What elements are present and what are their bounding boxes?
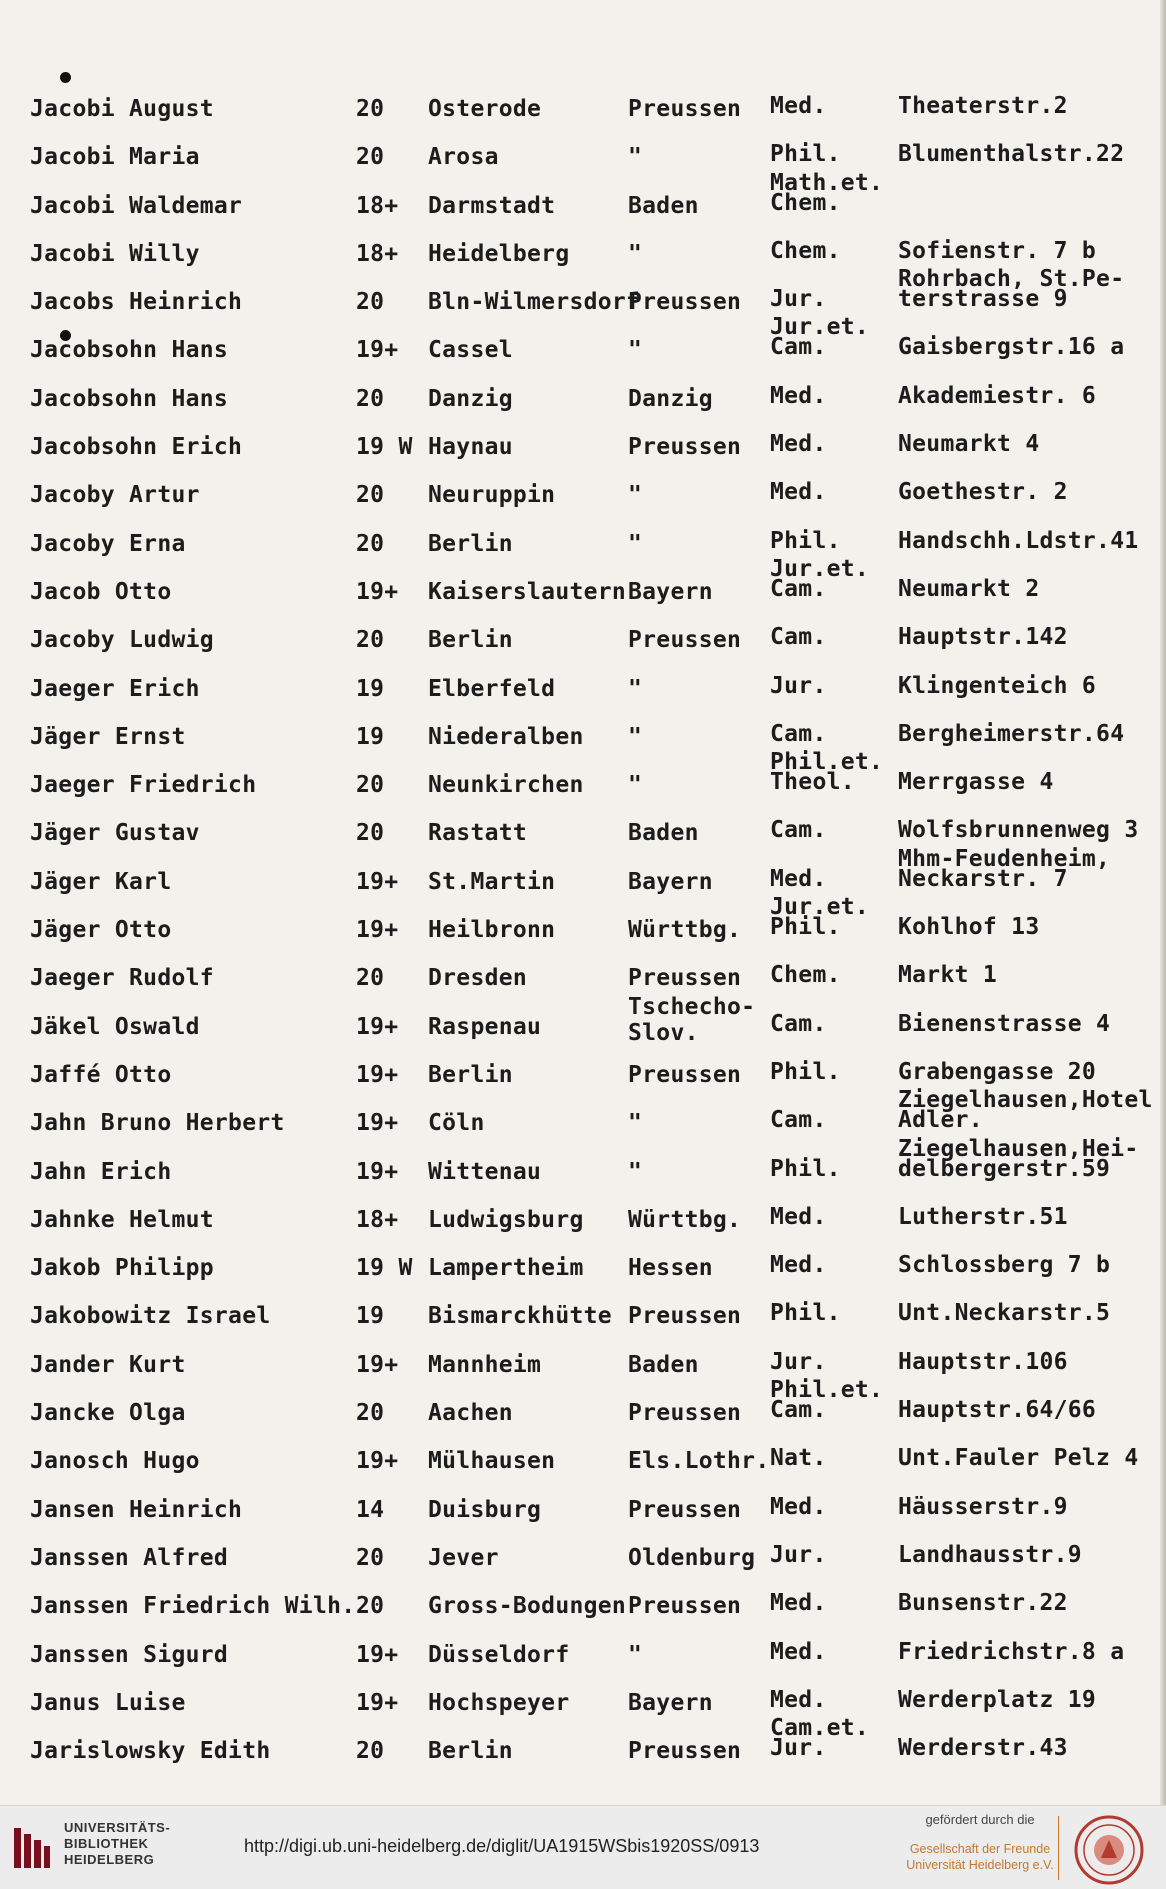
entry-age: 19+ bbox=[356, 1061, 399, 1088]
entry-name: Jacobi Maria bbox=[30, 144, 200, 171]
entry-state: Württbg. bbox=[628, 1206, 742, 1233]
roster-row bbox=[0, 1585, 1166, 1633]
entry-subject: Cam.et. Jur. bbox=[770, 1715, 870, 1762]
entry-state: " bbox=[628, 482, 643, 509]
entry-address: Bergheimerstr.64 bbox=[898, 720, 1125, 747]
entry-name: Jaeger Friedrich bbox=[30, 772, 257, 799]
entry-city: Bln-Wilmersdorf bbox=[428, 289, 641, 316]
entry-subject: Phil.et. Cam. bbox=[770, 1377, 884, 1424]
entry-state: " bbox=[628, 144, 643, 171]
entry-city: Berlin bbox=[428, 1738, 513, 1765]
roster-row bbox=[0, 474, 1166, 522]
entry-age: 19 bbox=[356, 1303, 385, 1330]
entry-state: Preussen bbox=[628, 1061, 742, 1088]
entry-address: Blumenthalstr.22 bbox=[898, 141, 1125, 168]
entry-age: 20 bbox=[356, 772, 385, 799]
roster-row bbox=[0, 1682, 1166, 1730]
roster-row bbox=[0, 1489, 1166, 1537]
entry-address: Merrgasse 4 bbox=[898, 769, 1054, 796]
entry-subject: Med. bbox=[770, 431, 827, 458]
sponsor-name: Gesellschaft der Freunde Universität Heidelberg e.V. bbox=[906, 1842, 1054, 1872]
entry-address: Schlossberg 7 b bbox=[898, 1252, 1111, 1279]
entry-name: Jacobs Heinrich bbox=[30, 289, 243, 316]
entry-address: Bunsenstr.22 bbox=[898, 1590, 1068, 1617]
entry-subject: Cam. bbox=[770, 624, 827, 651]
entry-name: Jaeger Erich bbox=[30, 675, 200, 702]
entry-name: Jaffé Otto bbox=[30, 1061, 172, 1088]
entry-address: Akademiestr. 6 bbox=[898, 382, 1097, 409]
entry-state: Baden bbox=[628, 820, 699, 847]
entry-age: 18+ bbox=[356, 192, 399, 219]
entry-age: 19+ bbox=[356, 917, 399, 944]
roster-row bbox=[0, 88, 1166, 136]
entry-city: Hochspeyer bbox=[428, 1689, 570, 1716]
entry-subject: Med. bbox=[770, 865, 827, 892]
entry-name: Jahn Erich bbox=[30, 1158, 172, 1185]
roster-row bbox=[0, 1295, 1166, 1343]
entry-subject: Jur.et. Cam. bbox=[770, 555, 870, 602]
footer-divider bbox=[1058, 1816, 1059, 1880]
roster-row bbox=[0, 136, 1166, 184]
entry-state: Hessen bbox=[628, 1255, 713, 1282]
entry-state: Tschecho- Slov. bbox=[628, 993, 756, 1046]
entry-subject: Cam. bbox=[770, 817, 827, 844]
entry-name: Jäger Gustav bbox=[30, 820, 200, 847]
entry-subject: Jur. bbox=[770, 1348, 827, 1375]
entry-address: Mhm-Feudenheim, Neckarstr. 7 bbox=[898, 845, 1111, 892]
sponsor-block bbox=[905, 1812, 1055, 1873]
roster-row bbox=[0, 426, 1166, 474]
entry-address: Landhausstr.9 bbox=[898, 1541, 1082, 1568]
entry-address: Werderplatz 19 bbox=[898, 1686, 1097, 1713]
roster-row bbox=[0, 1247, 1166, 1295]
entry-state: " bbox=[628, 1110, 643, 1137]
entry-age: 19+ bbox=[356, 337, 399, 364]
entry-address: Grabengasse 20 bbox=[898, 1058, 1097, 1085]
entry-city: Dresden bbox=[428, 965, 528, 992]
roster-row bbox=[0, 314, 1166, 377]
entry-age: 19+ bbox=[356, 1013, 399, 1040]
entry-age: 19+ bbox=[356, 1158, 399, 1185]
entry-name: Jäger Otto bbox=[30, 917, 172, 944]
entry-city: Wittenau bbox=[428, 1158, 542, 1185]
entry-address: Wolfsbrunnenweg 3 bbox=[898, 817, 1139, 844]
entry-address: Ziegelhausen,Hotel Adler. bbox=[898, 1087, 1153, 1134]
entry-subject: Med. bbox=[770, 479, 827, 506]
entry-state: " bbox=[628, 337, 643, 364]
entry-subject: Med. bbox=[770, 382, 827, 409]
entry-subject: Chem. bbox=[770, 237, 841, 264]
entry-age: 19 W bbox=[356, 1255, 413, 1282]
roster-row bbox=[0, 845, 1166, 909]
entry-city: Lampertheim bbox=[428, 1255, 584, 1282]
entry-state: " bbox=[628, 240, 643, 267]
entry-age: 19+ bbox=[356, 1351, 399, 1378]
entry-address: Goethestr. 2 bbox=[898, 479, 1068, 506]
entry-name: Janus Luise bbox=[30, 1689, 186, 1716]
entry-name: Jacobi August bbox=[30, 96, 214, 122]
entry-age: 19+ bbox=[356, 1110, 399, 1137]
roster-row bbox=[0, 1715, 1166, 1778]
entry-address: Lutherstr.51 bbox=[898, 1203, 1068, 1230]
sponsor-prefix: gefördert durch die bbox=[925, 1812, 1035, 1827]
entry-city: Jever bbox=[428, 1544, 499, 1571]
entry-address: Hauptstr.64/66 bbox=[898, 1397, 1097, 1424]
entry-address: Ziegelhausen,Hei- delbergerstr.59 bbox=[898, 1135, 1139, 1182]
entry-state: Bayern bbox=[628, 1689, 713, 1716]
entry-subject: Phil. bbox=[770, 1058, 841, 1085]
entry-age: 19+ bbox=[356, 1641, 399, 1668]
roster-row bbox=[0, 523, 1166, 571]
entry-age: 20 bbox=[356, 385, 385, 412]
entry-name: Jacoby Artur bbox=[30, 482, 200, 509]
roster-row bbox=[0, 266, 1166, 329]
entry-subject: Jur. bbox=[770, 286, 827, 313]
entry-subject: Jur.et. Phil. bbox=[770, 894, 870, 941]
entry-state: Baden bbox=[628, 1351, 699, 1378]
entry-city: Niederalben bbox=[428, 723, 584, 750]
roster-row bbox=[0, 555, 1166, 619]
entry-city: Düsseldorf bbox=[428, 1641, 570, 1668]
entry-state: " bbox=[628, 1641, 643, 1668]
entry-subject: Cam. bbox=[770, 1107, 827, 1134]
entry-city: Berlin bbox=[428, 627, 513, 654]
university-seal-icon bbox=[1073, 1814, 1145, 1886]
entry-subject: Med. bbox=[770, 1638, 827, 1665]
roster-row bbox=[0, 1199, 1166, 1247]
entry-age: 19 bbox=[356, 675, 385, 702]
roster-row bbox=[0, 993, 1166, 1054]
roster-row bbox=[0, 668, 1166, 716]
entry-city: Berlin bbox=[428, 1061, 513, 1088]
entry-name: Jäger Ernst bbox=[30, 723, 186, 750]
entry-state: Els.Lothr. bbox=[628, 1448, 770, 1475]
roster-row bbox=[0, 1440, 1166, 1488]
roster-row bbox=[0, 716, 1166, 764]
entry-name: Jäger Karl bbox=[30, 868, 172, 895]
entry-name: Janssen Friedrich Wilh. bbox=[30, 1593, 356, 1620]
entry-state: " bbox=[628, 675, 643, 702]
entry-subject: Phil. bbox=[770, 527, 841, 554]
entry-address: Hauptstr.142 bbox=[898, 624, 1068, 651]
entry-city: Berlin bbox=[428, 530, 513, 557]
entry-address: Werderstr.43 bbox=[898, 1735, 1068, 1762]
entry-state: Preussen bbox=[628, 965, 742, 992]
entry-subject: Nat. bbox=[770, 1445, 827, 1472]
entry-age: 20 bbox=[356, 1400, 385, 1427]
entry-subject: Med. bbox=[770, 1686, 827, 1713]
entry-address: Theaterstr.2 bbox=[898, 93, 1068, 119]
entry-state: Preussen bbox=[628, 289, 742, 316]
entry-address: Bienenstrasse 4 bbox=[898, 1010, 1111, 1037]
entry-city: Bismarckhütte bbox=[428, 1303, 612, 1330]
entry-address: Häusserstr.9 bbox=[898, 1493, 1068, 1520]
entry-age: 20 bbox=[356, 289, 385, 316]
entry-age: 19+ bbox=[356, 1689, 399, 1716]
entry-name: Jacoby Erna bbox=[30, 530, 186, 557]
entry-subject: Jur.et. Cam. bbox=[770, 314, 870, 361]
entry-name: Jacob Otto bbox=[30, 578, 172, 605]
entry-age: 20 bbox=[356, 482, 385, 509]
entry-address: Neumarkt 2 bbox=[898, 575, 1040, 602]
entry-age: 14 bbox=[356, 1496, 385, 1523]
entry-city: Cassel bbox=[428, 337, 513, 364]
entry-state: Baden bbox=[628, 192, 699, 219]
entry-name: Jacobsohn Hans bbox=[30, 385, 229, 412]
entry-name: Jacobi Waldemar bbox=[30, 192, 243, 219]
roster-row bbox=[0, 894, 1166, 957]
entry-address: Sofienstr. 7 b bbox=[898, 237, 1097, 264]
entry-age: 20 bbox=[356, 1593, 385, 1620]
entry-address: Hauptstr.106 bbox=[898, 1348, 1068, 1375]
entry-name: Jaeger Rudolf bbox=[30, 965, 214, 992]
library-name: UNIVERSITÄTS- BIBLIOTHEK HEIDELBERG bbox=[64, 1820, 171, 1867]
entry-state: " bbox=[628, 530, 643, 557]
entry-age: 18+ bbox=[356, 240, 399, 267]
entry-city: Cöln bbox=[428, 1110, 485, 1137]
roster-row bbox=[0, 749, 1166, 812]
entry-name: Jäkel Oswald bbox=[30, 1013, 200, 1040]
entry-age: 20 bbox=[356, 1544, 385, 1571]
entry-state: Preussen bbox=[628, 1738, 742, 1765]
entry-city: Gross-Bodungen bbox=[428, 1593, 627, 1620]
entry-state: Preussen bbox=[628, 627, 742, 654]
entry-name: Jander Kurt bbox=[30, 1351, 186, 1378]
entry-name: Jahnke Helmut bbox=[30, 1206, 214, 1233]
entry-address: Rohrbach, St.Pe- terstrasse 9 bbox=[898, 266, 1125, 313]
entry-age: 20 bbox=[356, 530, 385, 557]
entry-address: Handschh.Ldstr.41 bbox=[898, 527, 1139, 554]
student-roster bbox=[0, 88, 1166, 1778]
entry-city: Arosa bbox=[428, 144, 499, 171]
entry-name: Jarislowsky Edith bbox=[30, 1738, 271, 1765]
entry-city: Ludwigsburg bbox=[428, 1206, 584, 1233]
entry-address: Markt 1 bbox=[898, 962, 998, 989]
entry-state: " bbox=[628, 723, 643, 750]
entry-subject: Jur. bbox=[770, 672, 827, 699]
roster-row bbox=[0, 1537, 1166, 1585]
entry-age: 19 W bbox=[356, 434, 413, 461]
entry-city: Mülhausen bbox=[428, 1448, 556, 1475]
entry-city: Mannheim bbox=[428, 1351, 542, 1378]
roster-row bbox=[0, 1344, 1166, 1392]
entry-subject: Med. bbox=[770, 1252, 827, 1279]
entry-subject: Phil.et. Theol. bbox=[770, 749, 884, 796]
entry-age: 19+ bbox=[356, 1448, 399, 1475]
entry-state: Preussen bbox=[628, 96, 742, 122]
entry-address: Gaisbergstr.16 a bbox=[898, 334, 1125, 361]
entry-state: Preussen bbox=[628, 1303, 742, 1330]
entry-state: Preussen bbox=[628, 1593, 742, 1620]
entry-subject: Med. bbox=[770, 1493, 827, 1520]
entry-age: 19+ bbox=[356, 868, 399, 895]
entry-address: Friedrichstr.8 a bbox=[898, 1638, 1125, 1665]
roster-row bbox=[0, 957, 1166, 1005]
entry-city: Kaiserslautern bbox=[428, 578, 627, 605]
entry-name: Janssen Alfred bbox=[30, 1544, 229, 1571]
entry-city: Heidelberg bbox=[428, 240, 570, 267]
roster-row bbox=[0, 169, 1166, 233]
bullet-mark bbox=[60, 72, 71, 83]
entry-state: Bayern bbox=[628, 578, 713, 605]
entry-address: Unt.Neckarstr.5 bbox=[898, 1300, 1111, 1327]
entry-name: Jakob Philipp bbox=[30, 1255, 214, 1282]
entry-city: Elberfeld bbox=[428, 675, 556, 702]
entry-address: Neumarkt 4 bbox=[898, 431, 1040, 458]
entry-subject: Phil. bbox=[770, 1155, 841, 1182]
entry-city: Raspenau bbox=[428, 1013, 542, 1040]
entry-city: Neuruppin bbox=[428, 482, 556, 509]
roster-row bbox=[0, 619, 1166, 667]
entry-city: Rastatt bbox=[428, 820, 528, 847]
entry-age: 19+ bbox=[356, 578, 399, 605]
entry-name: Jancke Olga bbox=[30, 1400, 186, 1427]
entry-city: Aachen bbox=[428, 1400, 513, 1427]
roster-row bbox=[0, 1135, 1166, 1199]
entry-age: 20 bbox=[356, 627, 385, 654]
entry-city: Danzig bbox=[428, 385, 513, 412]
entry-state: Württbg. bbox=[628, 917, 742, 944]
entry-city: Darmstadt bbox=[428, 192, 556, 219]
roster-row bbox=[0, 1634, 1166, 1682]
entry-age: 20 bbox=[356, 96, 385, 122]
entry-subject: Med. bbox=[770, 1590, 827, 1617]
entry-city: Haynau bbox=[428, 434, 513, 461]
entry-name: Jansen Heinrich bbox=[30, 1496, 243, 1523]
entry-subject: Med. bbox=[770, 93, 827, 119]
university-library-logo-icon bbox=[12, 1824, 52, 1872]
entry-city: St.Martin bbox=[428, 868, 556, 895]
entry-state: Oldenburg bbox=[628, 1544, 756, 1571]
entry-name: Jacoby Ludwig bbox=[30, 627, 214, 654]
entry-subject: Chem. bbox=[770, 962, 841, 989]
entry-city: Osterode bbox=[428, 96, 542, 122]
entry-address: Kohlhof 13 bbox=[898, 914, 1040, 941]
entry-subject: Cam. bbox=[770, 1010, 827, 1037]
entry-city: Neunkirchen bbox=[428, 772, 584, 799]
entry-state: " bbox=[628, 1158, 643, 1185]
entry-state: Preussen bbox=[628, 1400, 742, 1427]
entry-name: Jacobsohn Erich bbox=[30, 434, 243, 461]
entry-name: Jacobi Willy bbox=[30, 240, 200, 267]
page-url[interactable]: http://digi.ub.uni-heidelberg.de/diglit/UA1915WSbis1920SS/0913 bbox=[244, 1836, 760, 1856]
entry-state: Bayern bbox=[628, 868, 713, 895]
entry-state: Preussen bbox=[628, 434, 742, 461]
entry-age: 20 bbox=[356, 965, 385, 992]
entry-subject: Phil. bbox=[770, 1300, 841, 1327]
entry-subject: Jur. bbox=[770, 1541, 827, 1568]
entry-subject: Phil. bbox=[770, 141, 841, 168]
entry-state: Preussen bbox=[628, 1496, 742, 1523]
roster-row bbox=[0, 1377, 1166, 1440]
entry-subject: Cam. bbox=[770, 720, 827, 747]
entry-age: 20 bbox=[356, 820, 385, 847]
entry-name: Janosch Hugo bbox=[30, 1448, 200, 1475]
entry-name: Janssen Sigurd bbox=[30, 1641, 229, 1668]
entry-subject: Math.et. Chem. bbox=[770, 169, 884, 216]
entry-age: 19 bbox=[356, 723, 385, 750]
entry-name: Jacobsohn Hans bbox=[30, 337, 229, 364]
entry-address: Unt.Fauler Pelz 4 bbox=[898, 1445, 1139, 1472]
entry-subject: Med. bbox=[770, 1203, 827, 1230]
footer-bar bbox=[0, 1805, 1166, 1889]
entry-age: 18+ bbox=[356, 1206, 399, 1233]
entry-age: 20 bbox=[356, 1738, 385, 1765]
entry-address: Klingenteich 6 bbox=[898, 672, 1097, 699]
entry-city: Heilbronn bbox=[428, 917, 556, 944]
entry-state: Danzig bbox=[628, 385, 713, 412]
entry-city: Duisburg bbox=[428, 1496, 542, 1523]
entry-state: " bbox=[628, 772, 643, 799]
entry-name: Jahn Bruno Herbert bbox=[30, 1110, 285, 1137]
entry-age: 20 bbox=[356, 144, 385, 171]
roster-row bbox=[0, 378, 1166, 426]
entry-name: Jakobowitz Israel bbox=[30, 1303, 271, 1330]
